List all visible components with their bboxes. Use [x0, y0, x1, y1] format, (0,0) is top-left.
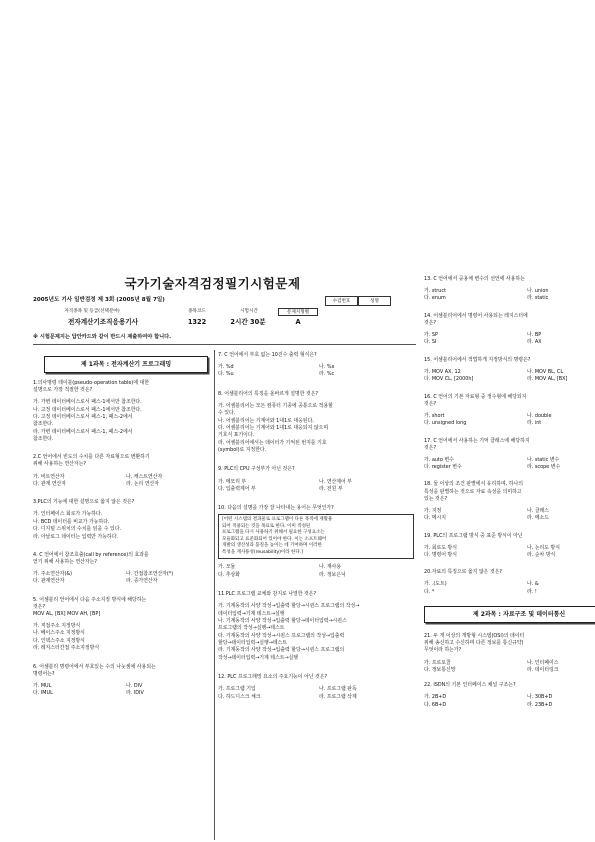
subject-2-title: 제 2과목 : 자료구조 및 데이터통신	[472, 611, 566, 619]
question	[33, 454, 213, 488]
question-stem: 9. PLC의 CPU 구성부가 아닌 것은?	[218, 466, 295, 473]
answer-option: 나. 인터페이스	[527, 659, 559, 666]
answer-option: 나. 캐스트연산자	[126, 473, 163, 480]
question	[33, 597, 213, 653]
question-stem: 10. 다음의 설명을 가장 잘 나타내는 용어는 무엇인가?	[218, 505, 334, 512]
answer-option: 나. BP	[527, 332, 542, 339]
answer-option: 다. 어셈블리어는 기계어와 1대1로 대응되지 않으며	[218, 425, 329, 432]
question-stem: 8. 어셈블리어의 특징을 올바르게 설명한 것은?	[218, 390, 319, 397]
answer-option: 참조한다.	[33, 436, 54, 443]
field-label-subject: 자격종목 및 등급(선택분야)	[64, 309, 120, 314]
subject-1-box	[44, 356, 208, 373]
question	[424, 394, 595, 428]
answer-option: 라. 메소드	[527, 515, 550, 522]
question	[218, 352, 414, 379]
answer-option: 라. %c	[319, 371, 335, 378]
answer-option: 다. 인덱스주소 지정방식	[33, 637, 85, 644]
answer-options	[33, 571, 213, 586]
answer-option: 다. SI	[424, 339, 437, 346]
answer-option: 라. 프로그램 삭제	[319, 693, 357, 700]
answer-option: 다. *	[424, 588, 435, 595]
answer-option: 다. 관계 연산자	[33, 480, 67, 487]
question-stem: 무엇이라 하는가?	[424, 647, 462, 654]
question	[218, 674, 414, 701]
answer-option: 라. MOV AL, [BX]	[527, 376, 568, 383]
question	[424, 633, 595, 674]
question	[218, 505, 414, 579]
answer-option: 가. struct	[424, 288, 447, 295]
question-stem: 3.PLC의 기능에 대한 설명으로 옳지 않은 것은?	[33, 499, 135, 506]
answer-options	[424, 457, 595, 472]
answer-option: 다. 명령어 방식	[424, 551, 458, 558]
question	[424, 533, 595, 560]
answer-option: 나. union	[527, 288, 549, 295]
answer-option: 나. static 변수	[527, 456, 560, 463]
exam-no-label: 수검번호	[332, 299, 351, 304]
answer-option: 다. %u	[218, 371, 234, 378]
answer-option: 나. %x	[319, 364, 335, 371]
question-passage-box	[218, 514, 414, 559]
question	[424, 357, 595, 384]
passage-line: 되어 적용되는 것을 목표로 한다. 이미 작성된	[222, 523, 311, 529]
passage-line: 특성을 재사용성(reusability)이라 한다.]	[222, 549, 303, 555]
answer-options	[33, 683, 213, 698]
answer-option: 가. 인터페이스 회로가 가능하다.	[33, 511, 103, 518]
question	[424, 569, 595, 596]
answer-option: 라. int	[527, 420, 542, 427]
answer-option: 나. 어셈블리어는 기계어와 1대1로 대응된다.	[218, 417, 314, 424]
answer-options	[424, 332, 595, 347]
answer-option: 나. 클래스	[527, 507, 550, 514]
exam-subtitle: 2005년도 기사 일반검정 제 3회 (2005년 8월 7일)	[33, 297, 165, 303]
column-divider	[214, 350, 215, 840]
question	[424, 276, 595, 303]
question-stem: 6. 어셈블리 명령어에서 부호있는 수의 나눗셈에 사용되는	[33, 663, 156, 670]
answer-option: 라. 전원 부	[319, 485, 343, 492]
form-type-box	[278, 308, 318, 316]
answer-option: 다. 디지털 스위치의 수치를 읽을 수 있다.	[33, 526, 122, 533]
answer-option: 가. 모듈	[218, 564, 236, 571]
question-stem: 있는 것은?	[424, 495, 448, 502]
answer-option: 가. 어셈블리어는 모든 컴퓨터 기종에 공통으로 적용할	[218, 402, 333, 409]
answer-option: 다. 메시지	[424, 515, 447, 522]
subject-1-title: 제 1과목 : 전자계산기 프로그래밍	[80, 361, 172, 368]
field-label-code: 종목코드	[188, 309, 206, 314]
info-table	[33, 308, 333, 330]
question-stem: 4. C 언어에서 참조호출(call by reference)의 효과를	[33, 551, 149, 558]
question-stem: 17. C 언어에서 사용하는 기억 클래스에 해당하지	[424, 437, 530, 444]
answer-options	[424, 413, 595, 428]
column-2	[218, 352, 414, 713]
header-divider	[33, 344, 416, 345]
question-stem: 2.C 언어에서 빈도의 수치를 다른 자료형으로 변환하기	[33, 454, 150, 461]
answer-option: 라. 정보은닉	[319, 571, 346, 578]
answer-option: 가. MOV AX, 12	[424, 368, 461, 375]
question-stem: 위해 사용하는 연산자는?	[33, 461, 86, 468]
answer-option: 나. 연산제어 부	[319, 478, 353, 485]
answer-option: 라. 증가연산자	[126, 578, 158, 585]
answer-option: 할당→데이터입력→실행→테스트	[218, 640, 287, 647]
question-stem: 5. 어셈블리 언어에서 다음 주소지정 방식에 해당하는	[33, 596, 147, 603]
question-stem: 11.PLC 프로그램 교체와 감지로 나열한 것은?	[218, 591, 317, 598]
question-stem: 것은?	[424, 319, 437, 326]
answer-option: 다. 정보통신망	[424, 666, 456, 673]
subject-2-box	[424, 606, 595, 623]
answer-option: 다. unsigned long	[424, 420, 467, 427]
question-stem: 16. C 언어의 기본 자료형 중 정수형에 해당되지	[424, 393, 527, 400]
column-1	[33, 380, 213, 709]
question-stem: 18. 둘 이상의 조건 판별에서 유리하며, 하나의	[424, 481, 523, 488]
answer-option: 라. 어셈블리어에서는 데이터가 기억된 번지를 기호	[218, 439, 327, 446]
answer-option: 나. 논리도 방식	[527, 544, 561, 551]
answer-option: 가. .(도트)	[424, 581, 447, 588]
passage-line: [어떤 시스템의 결과물로 프로그램이 다른 목적에 재활용	[222, 517, 333, 523]
question	[218, 466, 414, 493]
answer-option: 라. scope 변수	[527, 464, 561, 471]
answer-options	[33, 474, 213, 489]
answer-option: 라. 기계동작의 사양 작성→입출력 할당→시퀀스 프로그램의	[218, 647, 345, 654]
notice-text: ※ 시험문제지는 답안카드와 같이 반드시 제출하여야 합니다.	[33, 334, 172, 340]
answer-option: 가. 프로토콜	[424, 659, 451, 666]
answer-options	[218, 564, 414, 579]
answer-option: 다. 추상화	[218, 571, 241, 578]
exam-title: 국가기술자격검정필기시험문제	[124, 276, 301, 291]
answer-option: 라. 23B+D	[527, 701, 553, 708]
answer-options	[218, 364, 414, 379]
answer-option: 라. static	[527, 295, 549, 302]
question-stem: 명령어는?	[33, 670, 55, 677]
answer-option: 가. SP	[424, 332, 438, 339]
question	[424, 682, 595, 709]
answer-option: 가. %d	[218, 364, 234, 371]
answer-options	[424, 288, 595, 303]
answer-option: 나. 30B+D	[527, 694, 553, 701]
question	[424, 438, 595, 472]
column-3	[424, 276, 595, 717]
answer-option: 나. MOV BL, CL	[527, 368, 564, 375]
question-stem: 설명으로 가장 적절한 것은?	[33, 387, 93, 394]
field-value-subject: 전자계산기조직응용기사	[67, 318, 139, 326]
question-stem: 20.자료의 특징으로 옳지 않은 것은?	[424, 569, 503, 576]
question-stem: 7. C 언어에서 부호 없는 10진수 출력 형식은?	[218, 352, 317, 358]
answer-option: 다. 6B+D	[424, 701, 447, 708]
question	[33, 380, 213, 443]
answer-option: 라. !	[527, 588, 537, 595]
question	[33, 552, 213, 586]
answer-options	[424, 581, 595, 596]
answer-option: 라. AX	[527, 339, 542, 346]
answer-option: 가. 메모리 부	[218, 478, 247, 485]
answer-option: 다. MOV CL, [2000h]	[424, 376, 474, 383]
answer-option: 가. 주소연산자(&)	[33, 571, 73, 578]
answer-options	[424, 694, 595, 709]
question-stem: 21. 두 개 이상의 개방형 시스템(OSI)의 데이터	[424, 633, 525, 640]
answer-option: 데이터입력→기계 테스트→실행	[218, 610, 285, 617]
field-value-time: 2시간 30분	[230, 318, 266, 326]
answer-option: 나. 프로그램 판독	[319, 686, 357, 693]
answer-option: 다. enum	[424, 295, 446, 302]
answer-option: 다. 입출력제어 부	[218, 485, 256, 492]
answer-option: 라. 데이터링크	[527, 666, 559, 673]
answer-option: 다. register 변수	[424, 464, 462, 471]
question-stem: 것은?	[33, 603, 46, 610]
question-stem: 15. 어셈블리어에서 적법하게 지정방식의 명령은?	[424, 356, 531, 363]
field-label-time: 시험시간	[240, 309, 258, 314]
answer-option: 참조한다.	[33, 421, 54, 428]
field-label-form: 문제지형별	[286, 310, 310, 315]
answer-option: 라. 가변 데이터베이스로서 패스-1, 패스-2에서	[33, 428, 133, 435]
answer-option: 나. DIV	[126, 682, 143, 689]
answer-option: 가. 회로도 방식	[424, 544, 458, 551]
answer-options	[424, 369, 595, 384]
field-value-form: A	[295, 318, 301, 326]
answer-option: 나. 고정 데이터베이스로서 패스-1에서만 참조한다.	[33, 406, 142, 413]
answer-option: 나. 기계동작의 사양 작성→입출력 할당→데이터입력→시퀀스	[218, 618, 347, 625]
question-stem: 얻기 위해 사용하는 연산자는?	[33, 558, 97, 565]
answer-option: 다. IMUL	[33, 690, 53, 697]
question-stem: 것은?	[424, 400, 437, 407]
field-value-code: 1322	[187, 318, 207, 326]
exam-no-box	[325, 296, 358, 306]
answer-option: 나. 재사용	[319, 564, 342, 571]
answer-options	[218, 603, 414, 662]
question	[424, 313, 595, 347]
answer-option: 가. MUL	[33, 682, 52, 689]
question-stem: 12. PLC 프로그래밍 요소의 주요기능이 아닌 것은?	[218, 674, 328, 681]
passage-line: 개발의 생산성과 품질을 높이는 데 기여하며 이러한	[222, 543, 322, 549]
answer-option: 라. 순차 방식	[527, 551, 556, 558]
answer-option: 나. double	[527, 412, 552, 419]
answer-option: 나. 간접참조연산자(*)	[126, 571, 174, 578]
answer-option: 라. 논리 연산자	[126, 480, 160, 487]
answer-option: 가. short	[424, 412, 445, 419]
question	[218, 391, 414, 455]
question	[33, 664, 213, 698]
answer-options	[424, 508, 595, 523]
answer-option: 다. 고정 데이터베이스로서 패스-1, 패스-2에서	[33, 413, 133, 420]
question-stem: 위해 송신하고 수신하며 다른 정보를 통신규약(	[424, 640, 524, 647]
answer-option: 가. auto 변수	[424, 456, 454, 463]
question	[424, 481, 595, 522]
passage-line: 프로그램을 다시 사용하기 위해서 필요한 구성요소는	[222, 530, 325, 536]
answer-option: (symbol)로 지정한다.	[218, 447, 267, 454]
answer-option: 가. 지정	[424, 507, 442, 514]
answer-options	[424, 660, 595, 675]
name-label: 성명	[370, 299, 379, 304]
question-stem: 13. C 언어에서 공용체 변수의 선언에 사용하는	[424, 276, 525, 282]
question-stem: MOV AL, [BX] MOV AH, [BP]	[33, 611, 101, 618]
answer-options	[218, 403, 414, 455]
answer-option: 다. 하드디스크 체크	[218, 693, 261, 700]
question-stem: 특성을 판별하는 것으로 자료 속성을 의미하고	[424, 488, 522, 495]
answer-options	[424, 545, 595, 560]
answer-option: 나. 베이스주소 지정방식	[33, 630, 85, 637]
answer-option: 가. 직접주소 지정방식	[33, 623, 81, 630]
answer-options	[33, 399, 213, 443]
answer-option: 라. IDIV	[126, 690, 144, 697]
answer-options	[33, 511, 213, 540]
answer-option: 수 있다.	[218, 410, 236, 417]
answer-options	[33, 623, 213, 652]
question	[218, 591, 414, 662]
answer-option: 가. 기계동작의 사양 작성→입출력 할당→시퀀스 프로그램의 작성→	[218, 603, 360, 610]
answer-option: 다. 기계동작의 사양 작성→시퀀스 프로그램의 작성→입출력	[218, 632, 345, 639]
answer-option: 라. 레지스터간접 주소지정방식	[33, 645, 100, 652]
question	[33, 499, 213, 541]
answer-option: 다. 관계연산자	[33, 578, 65, 585]
answer-option: 가. 프로그램 기입	[218, 686, 256, 693]
passage-line: 모듈화되고 표준화되어 있어야 한다. 이는 소프트웨어	[222, 536, 327, 542]
question-stem: 14. 어셈블리어에서 명령어 사용되는 레지스터에	[424, 312, 528, 319]
answer-option: 라. 아날로그 데이터는 입력만 가능하다.	[33, 533, 118, 540]
answer-option: 프로그램의 작성→실행→테스트	[218, 625, 285, 632]
question-stem: 1.의사명령 테이블(pseudo-operation table)에 대한	[33, 380, 150, 386]
answer-option: 가. 2B+D	[424, 694, 447, 701]
question-stem: 22. ISDN의 기본 인터페이스 채널 구조는?	[424, 682, 516, 689]
question-stem: 19. PLC의 프로그램 방식 중 표준 방식이 아닌	[424, 532, 523, 539]
answer-option: 가. 가변 데이터베이스로서 패스-1에서만 참조한다.	[33, 399, 142, 406]
answer-option: 나. &	[527, 581, 539, 588]
answer-option: 기호식 표기이다.	[218, 432, 255, 439]
answer-option: 가. 비트연산자	[33, 473, 65, 480]
answer-options	[218, 686, 414, 701]
answer-option: 작성→데이터입력→기계 테스트→실행	[218, 654, 298, 661]
question-stem: 것은?	[424, 444, 437, 451]
answer-option: 나. BCD 데이터를 비교가 가능하다.	[33, 518, 110, 525]
name-box	[358, 296, 391, 306]
answer-options	[218, 479, 414, 494]
